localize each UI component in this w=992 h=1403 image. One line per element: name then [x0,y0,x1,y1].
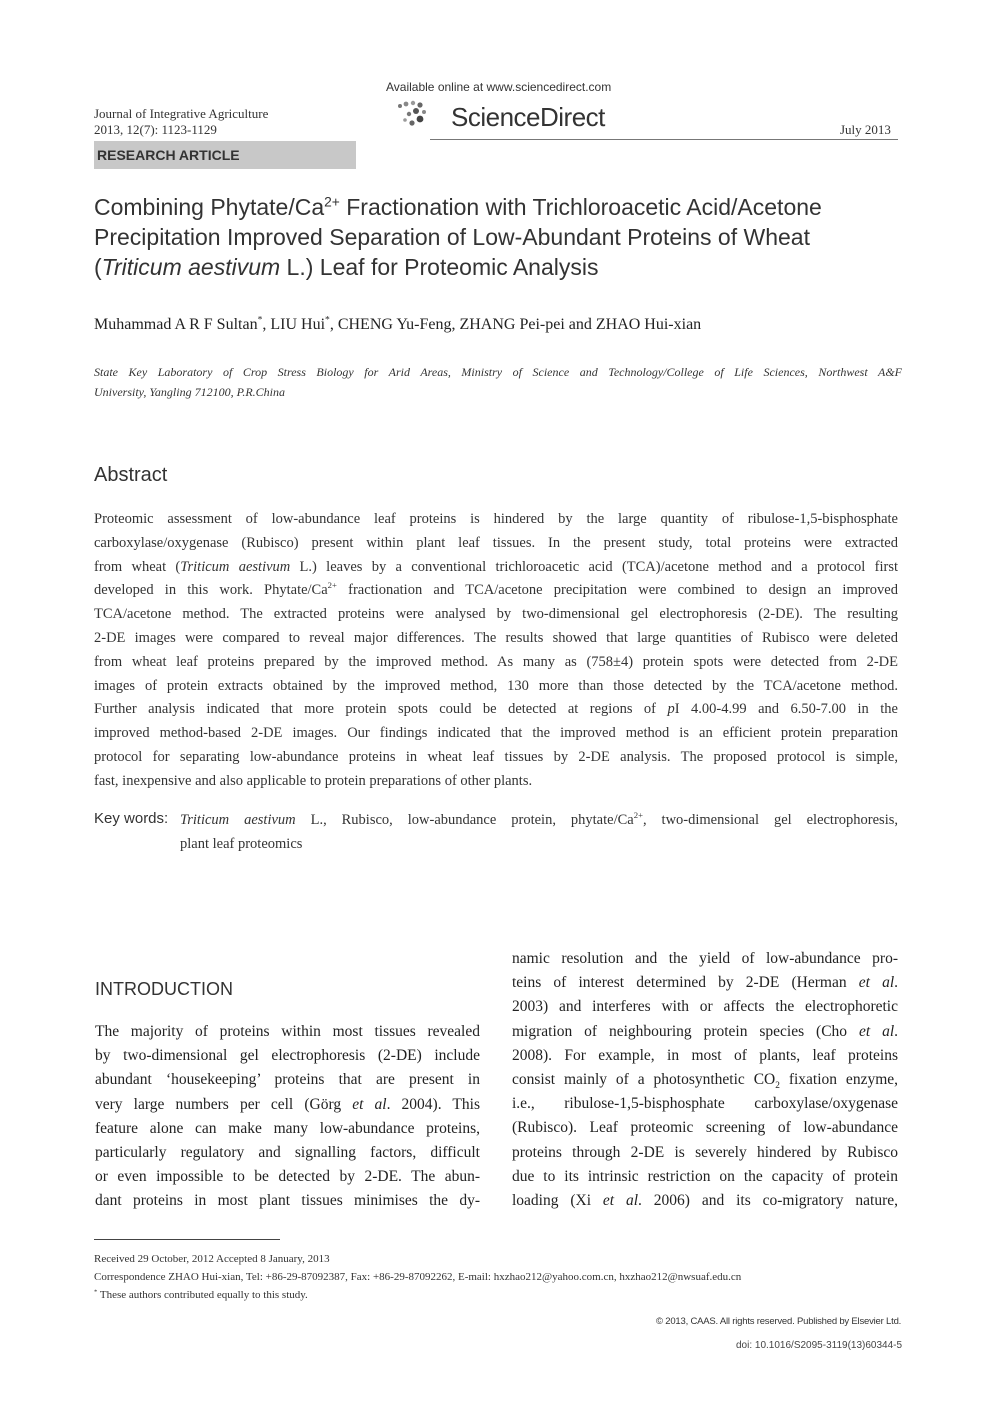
abstract-line: carboxylase/oxygenase (Rubisco) present within plant leaf tissues. In the present study, total proteins were extracted [94,534,898,551]
affiliation-line-1: State Key Laboratory of Crop Stress Biology for Arid Areas, Ministry of Science and Technology/College of Life Sciences, Northwest A&F [94,365,902,379]
abstract-line: TCA/acetone method. The extracted proteins were analysed by two-dimensional gel electrophoresis (2-DE). The resulting [94,606,898,623]
body-line: teins of interest determined by 2-DE (Herman et al. [512,974,899,992]
title-line-2: Precipitation Improved Separation of Low-Abundant Proteins of Wheat [94,224,810,250]
introduction-column-right [512,947,898,1213]
body-line: feature alone can make many low-abundance proteins, [95,1119,480,1137]
copyright: © 2013, CAAS. All rights reserved. Published by Elsevier Ltd. [656,1316,902,1327]
abstract-line: developed in this work. Phytate/$Ca^{2+}$ fractionation and TCA/acetone precipitation were combined to design an improved [94,580,898,599]
body-line: by two-dimensional gel electrophoresis (2-DE) include [95,1047,480,1065]
abstract-line: improved method-based 2-DE images. Our findings indicated that the improved method is an efficient protein preparation [94,725,898,742]
body-line: i.e., ribulose-1,5-bisphosphate carboxylase/oxygenase [512,1095,898,1113]
sciencedirect-logo-icon [396,98,428,130]
body-line: particularly regulatory and signalling factors, difficult [95,1143,480,1161]
sciencedirect-logo-text: ScienceDirect [451,102,605,132]
body-line: or even impossible to be detected by 2-DE. The abun- [95,1168,480,1186]
body-line: loading (Xi et al. 2006) and its co-migratory nature, [512,1191,899,1209]
issue-date: July 2013 [840,122,891,137]
body-line: abundant ‘housekeeping’ proteins that are present in [95,1071,480,1089]
title-line-3: (Triticum aestivum L.) Leaf for Proteomic Analysis [94,254,599,280]
equal-contribution-note: * These authors contributed equally to this study. [94,1288,308,1301]
abstract-line: fast, inexpensive and also applicable to protein preparations of other plants. [94,772,533,789]
body-line: consist mainly of a photosynthetic $CO_2$ fixation enzyme, [512,1070,899,1092]
body-line: proteins through 2-DE is severely hindered by Rubisco [512,1143,898,1161]
abstract-line: Further analysis indicated that more protein spots could be detected at regions of pI 4.00-4.99 and 6.50-7.00 in the [94,701,898,718]
body-line: dant proteins in most plant tissues minimises the dy- [95,1192,480,1210]
abstract-heading: Abstract [94,464,168,486]
body-line: very large numbers per cell (Görg et al. 2004). This [95,1095,480,1113]
journal-name: Journal of Integrative Agriculture [94,106,269,121]
title-line-1: Combining Phytate/$Ca^{2+}$ Fractionation with Trichloroacetic Acid/Acetone [94,194,822,220]
keywords-label: Key words: [94,810,169,827]
journal-issue: 2013, 12(7): 1123-1129 [94,122,217,137]
article-title [94,192,904,282]
abstract-line: protocol for separating low-abundance proteins in wheat leaf tissues by 2-DE analysis. The proposed protocol is simple, [94,748,898,765]
correspondence: Correspondence ZHAO Hui-xian, Tel: +86-29-87092387, Fax: +86-29-87092262, E-mail: hxzhao212@yahoo.com.cn, hxzhao212@nwsuaf.edu.cn [94,1271,742,1283]
keywords-line-1: Triticum aestivum L., Rubisco, low-abundance protein, phytate/$Ca^{2+}$, two-dimensional gel electrophoresis, [180,810,898,828]
doi-link[interactable]: doi: 10.1016/S2095-3119(13)60344-5 [736,1340,903,1351]
available-online-link[interactable]: Available online at www.sciencedirect.com [386,80,612,94]
affiliation-line-2: University, Yangling 712100, P.R.China [94,385,286,399]
abstract-line: images of protein extracts obtained by the improved method, 130 more than those detected by the TCA/acetone method. [94,677,898,694]
header-rule [430,139,898,140]
author-list: Muhammad A R F Sultan*, LIU Hui*, CHENG Yu-Feng, ZHANG Pei-pei and ZHAO Hui-xian [94,314,702,333]
body-line: migration of neighbouring protein species (Cho et al. [512,1022,898,1040]
abstract-line: from wheat (Triticum aestivum L.) leaves by a conventional trichloroacetic acid (TCA)/acetone method and a protocol first [94,558,898,575]
introduction-heading: INTRODUCTION [95,979,233,999]
body-line: namic resolution and the yield of low-abundance pro- [512,950,898,967]
abstract-body [94,508,898,794]
received-dates: Received 29 October, 2012 Accepted 8 January, 2013 [94,1253,330,1265]
abstract-line: 2-DE images were compared to reveal major differences. The results showed that large quantities of Rubisco were deleted [94,629,898,646]
abstract-line: from wheat leaf proteins prepared by the improved method. As many as (758±4) protein spots were detected from 2-DE [94,653,898,670]
footnote-rule [94,1239,280,1240]
article-type-label: RESEARCH ARTICLE [97,147,240,163]
body-line: 2003) and interferes with or affects the electrophoretic [512,998,898,1016]
body-line: The majority of proteins within most tissues revealed [95,1023,480,1040]
affiliation [94,362,902,402]
abstract-line: Proteomic assessment of low-abundance leaf proteins is hindered by the large quantity of ribulose-1,5-bisphosphate [94,511,898,527]
body-line: 2008). For example, in most of plants, leaf proteins [512,1046,898,1064]
introduction-column-left [95,1020,480,1214]
journal-info [94,106,268,138]
keywords-list [180,808,898,856]
keywords-line-2: plant leaf proteomics [180,836,303,852]
body-line: (Rubisco). Leaf proteomic screening of low-abundance [512,1119,898,1137]
body-line: due to its intrinsic restriction on the capacity of protein [512,1167,898,1185]
